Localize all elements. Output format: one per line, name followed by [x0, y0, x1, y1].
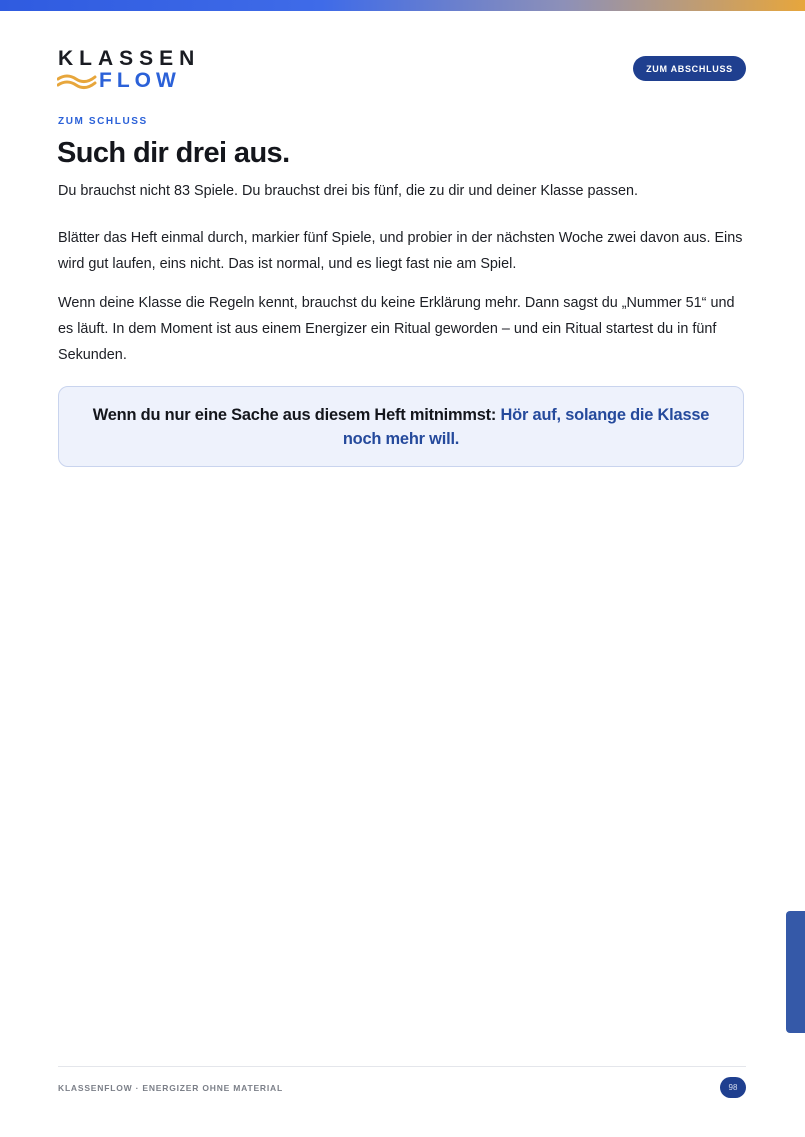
- logo-wordmark-bottom: FLOW: [99, 69, 181, 92]
- body-paragraph-1: Du brauchst nicht 83 Spiele. Du brauchst drei bis fünf, die zu dir und deiner Klasse passen.: [58, 183, 638, 199]
- page-title: Such dir drei aus.: [57, 137, 290, 169]
- body-paragraph-3: Wenn deine Klasse die Regeln kennt, brauchst du keine Erklärung mehr. Dann sagst du „Nummer 51“ und es läuft. In dem Moment ist aus einem Energizer ein Ritual geworden – und ein Ritual startest du in fünf Sekunden.: [58, 295, 735, 363]
- callout-emphasis: Hör auf, solange die Klasse noch mehr will.: [342, 406, 710, 448]
- logo-wordmark-top: KLASSEN: [58, 47, 201, 70]
- body-paragraph-2: Blätter das Heft einmal durch, markier fünf Spiele, und probier in der nächsten Woche zwei davon aus. Eins wird gut laufen, eins nicht. Das ist normal, und es liegt fast nie am Spiel.: [58, 230, 743, 272]
- key-takeaway-callout: [58, 386, 744, 467]
- footer-divider: [58, 1066, 746, 1067]
- zum-abschluss-button[interactable]: ZUM ABSCHLUSS: [633, 56, 746, 81]
- waves-icon: [57, 71, 97, 93]
- chapter-side-tab[interactable]: [786, 911, 805, 1033]
- footer-title: KLASSENFLOW · ENERGIZER OHNE MATERIAL: [58, 1083, 283, 1093]
- top-accent-bar: [0, 0, 805, 11]
- klassenflow-logo: [57, 47, 201, 95]
- section-eyebrow: ZUM SCHLUSS: [58, 116, 148, 127]
- callout-lead: Wenn du nur eine Sache aus diesem Heft mitnimmst:: [92, 406, 501, 424]
- page-number-badge: 98: [720, 1077, 746, 1098]
